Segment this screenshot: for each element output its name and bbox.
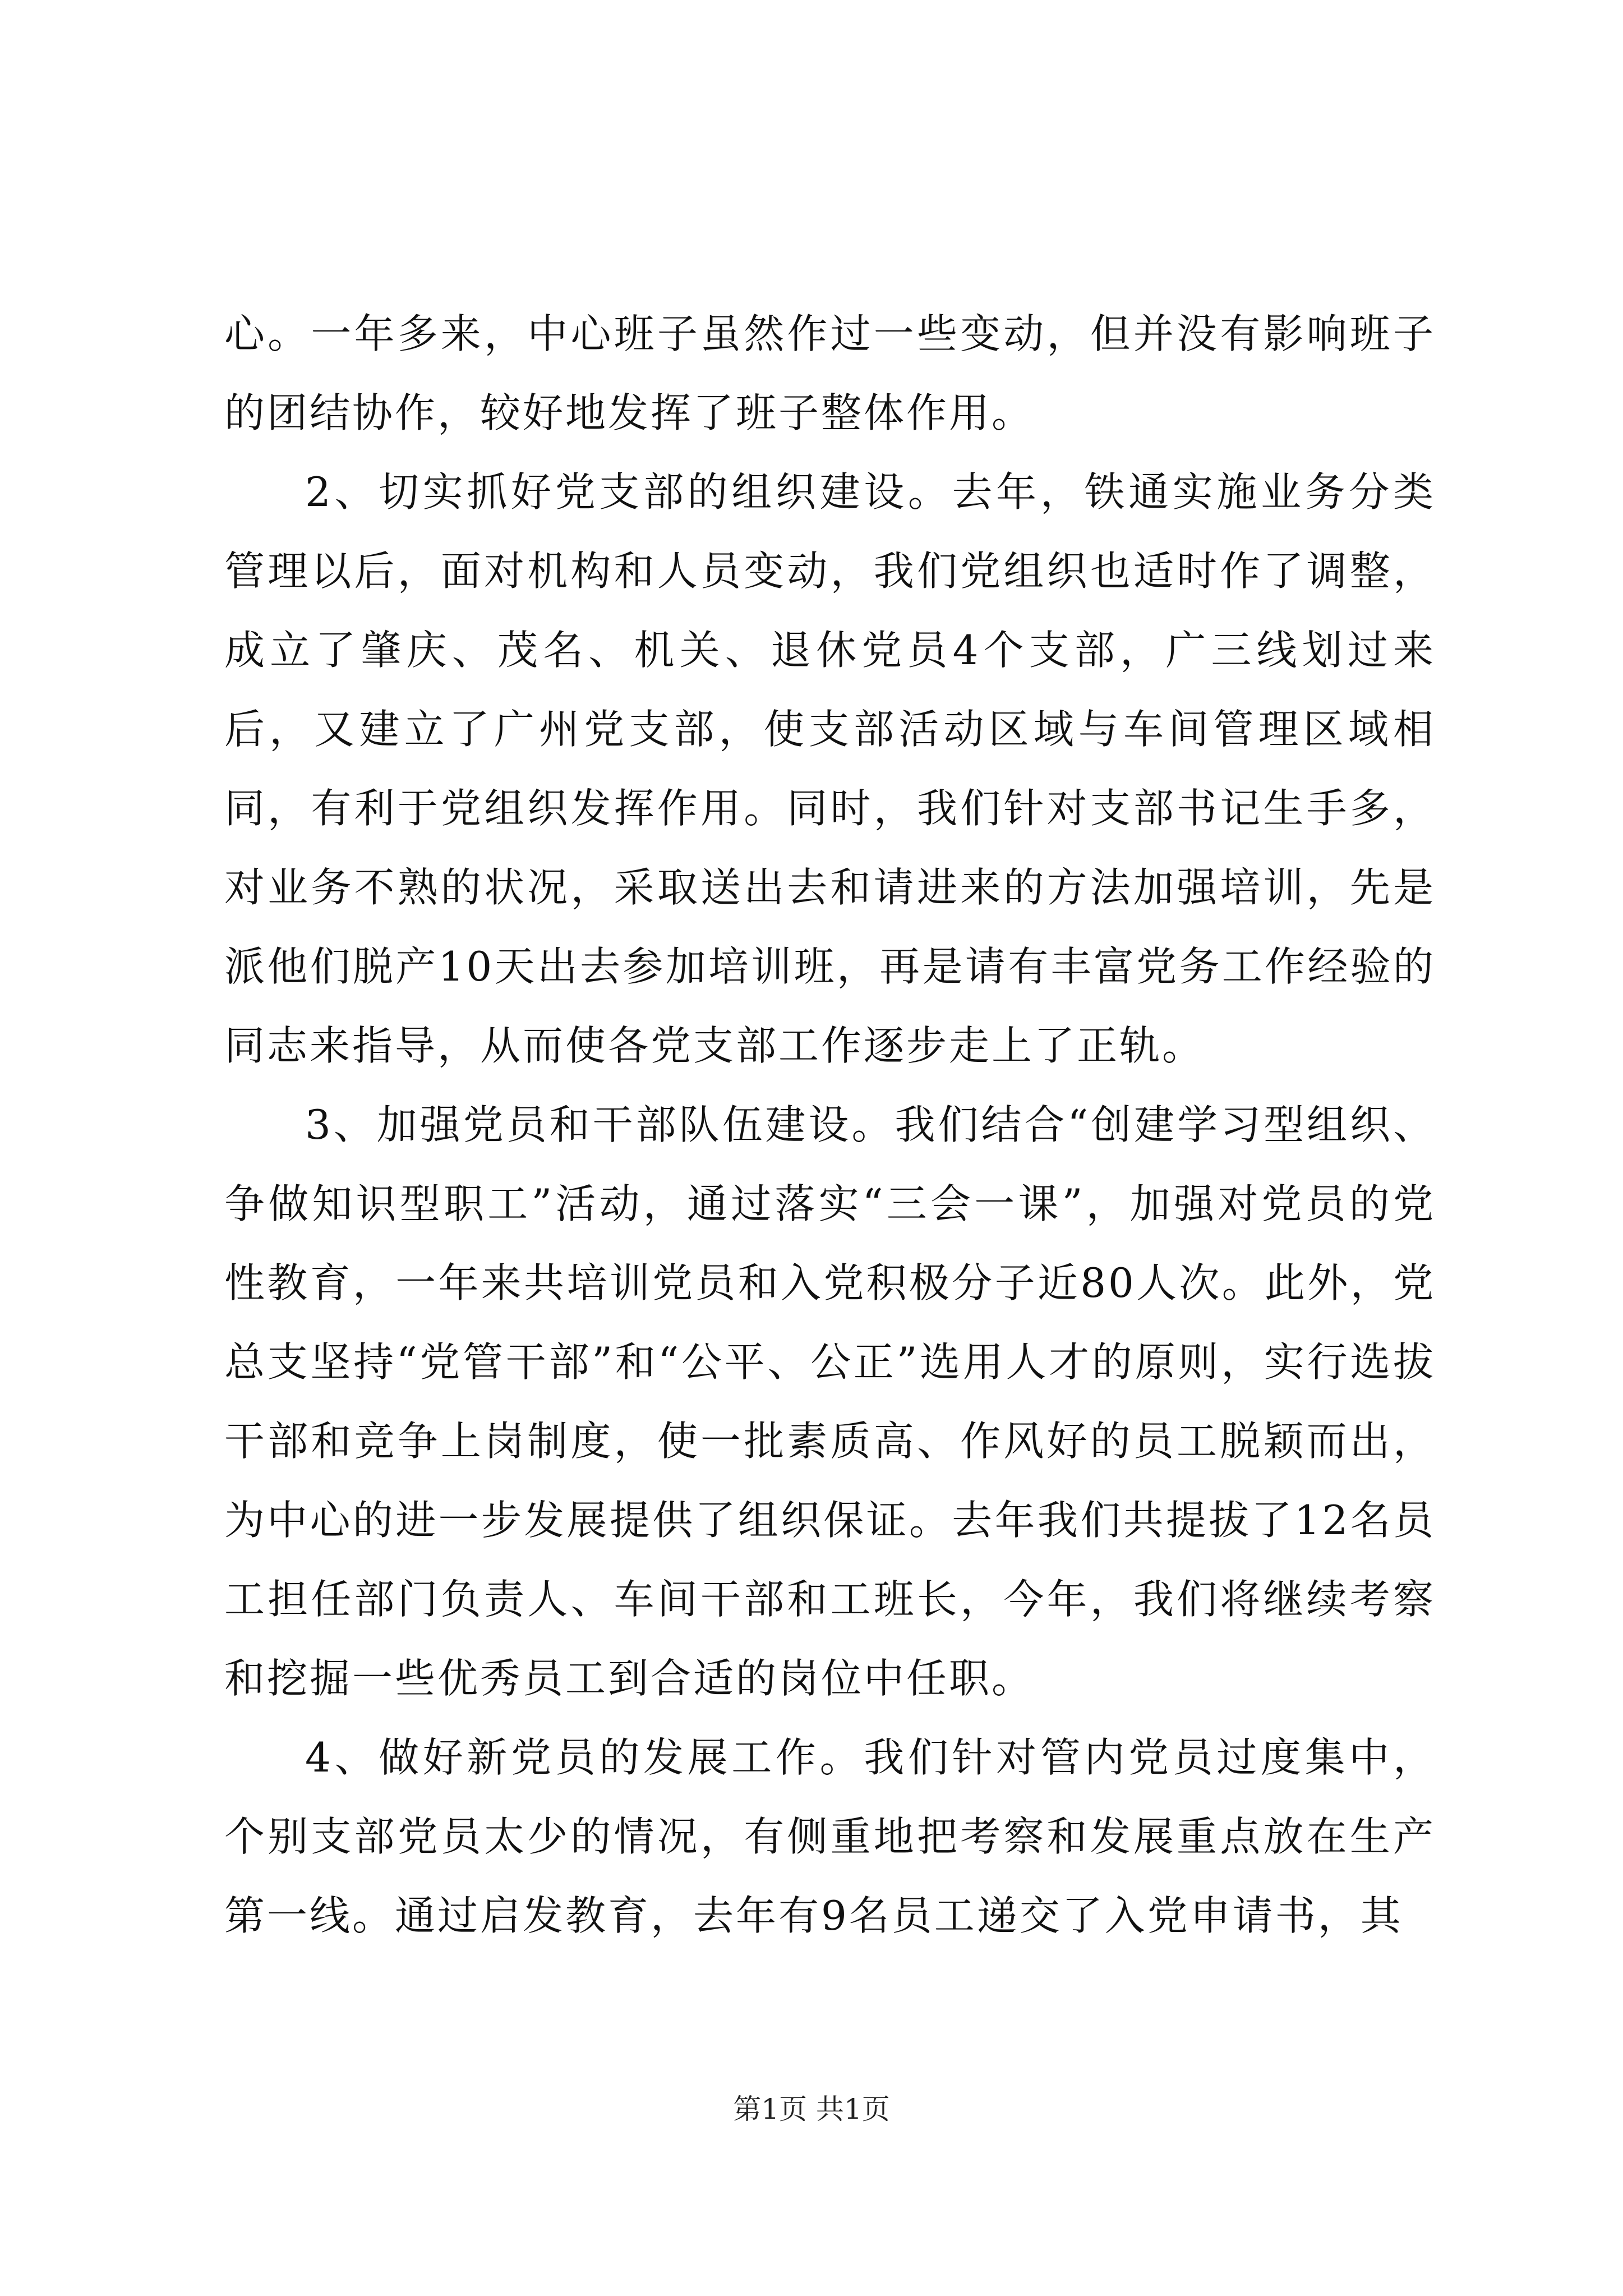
paragraph-cadre-team-building: 3、加强党员和干部队伍建设。我们结合“创建学习型组织、争做知识型职工”活动，通过落实“三会一课”，加强对党员的党性教育，一年来共培训党员和入党积极分子近80人次。此外，党总支坚持“党管干部”和“公平、公正”选用人才的原则，实行选拔干部和竞争上岗制度，使一批素质高、作风好的员工脱颖而出，为中心的进一步发展提供了组织保证。去年我们共提拔了12名员工担任部门负责人、车间干部和工班长，今年，我们将继续考察和挖掘一些优秀员工到合适的岗位中任职。 (224, 1101, 1436, 1702)
document-body (224, 295, 1436, 1955)
paragraph-party-branch-organization: 2、切实抓好党支部的组织建设。去年，铁通实施业务分类管理以后，面对机构和人员变动，我们党组织也适时作了调整，成立了肇庆、茂名、机关、退休党员4个支部，广三线划过来后，又建立了广州党支部，使支部活动区域与车间管理区域相同，有利于党组织发挥作用。同时，我们针对支部书记生手多，对业务不熟的状况，采取送出去和请进来的方法加强培训，先是派他们脱产10天出去参加培训班，再是请有丰富党务工作经验的同志来指导，从而使各党支部工作逐步走上了正轨。 (224, 468, 1436, 1069)
page-number-footer: 第1页 共1页 (733, 2093, 890, 2125)
paragraph-continuation: 心。一年多来，中心班子虽然作过一些变动，但并没有影响班子的团结协作，较好地发挥了班子整体作用。 (224, 310, 1436, 436)
paragraph-new-member-development: 4、做好新党员的发展工作。我们针对管内党员过度集中，个别支部党员太少的情况，有侧重地把考察和发展重点放在生产第一线。通过启发教育，去年有9名员工递交了入党申请书，其 (224, 1734, 1436, 1939)
